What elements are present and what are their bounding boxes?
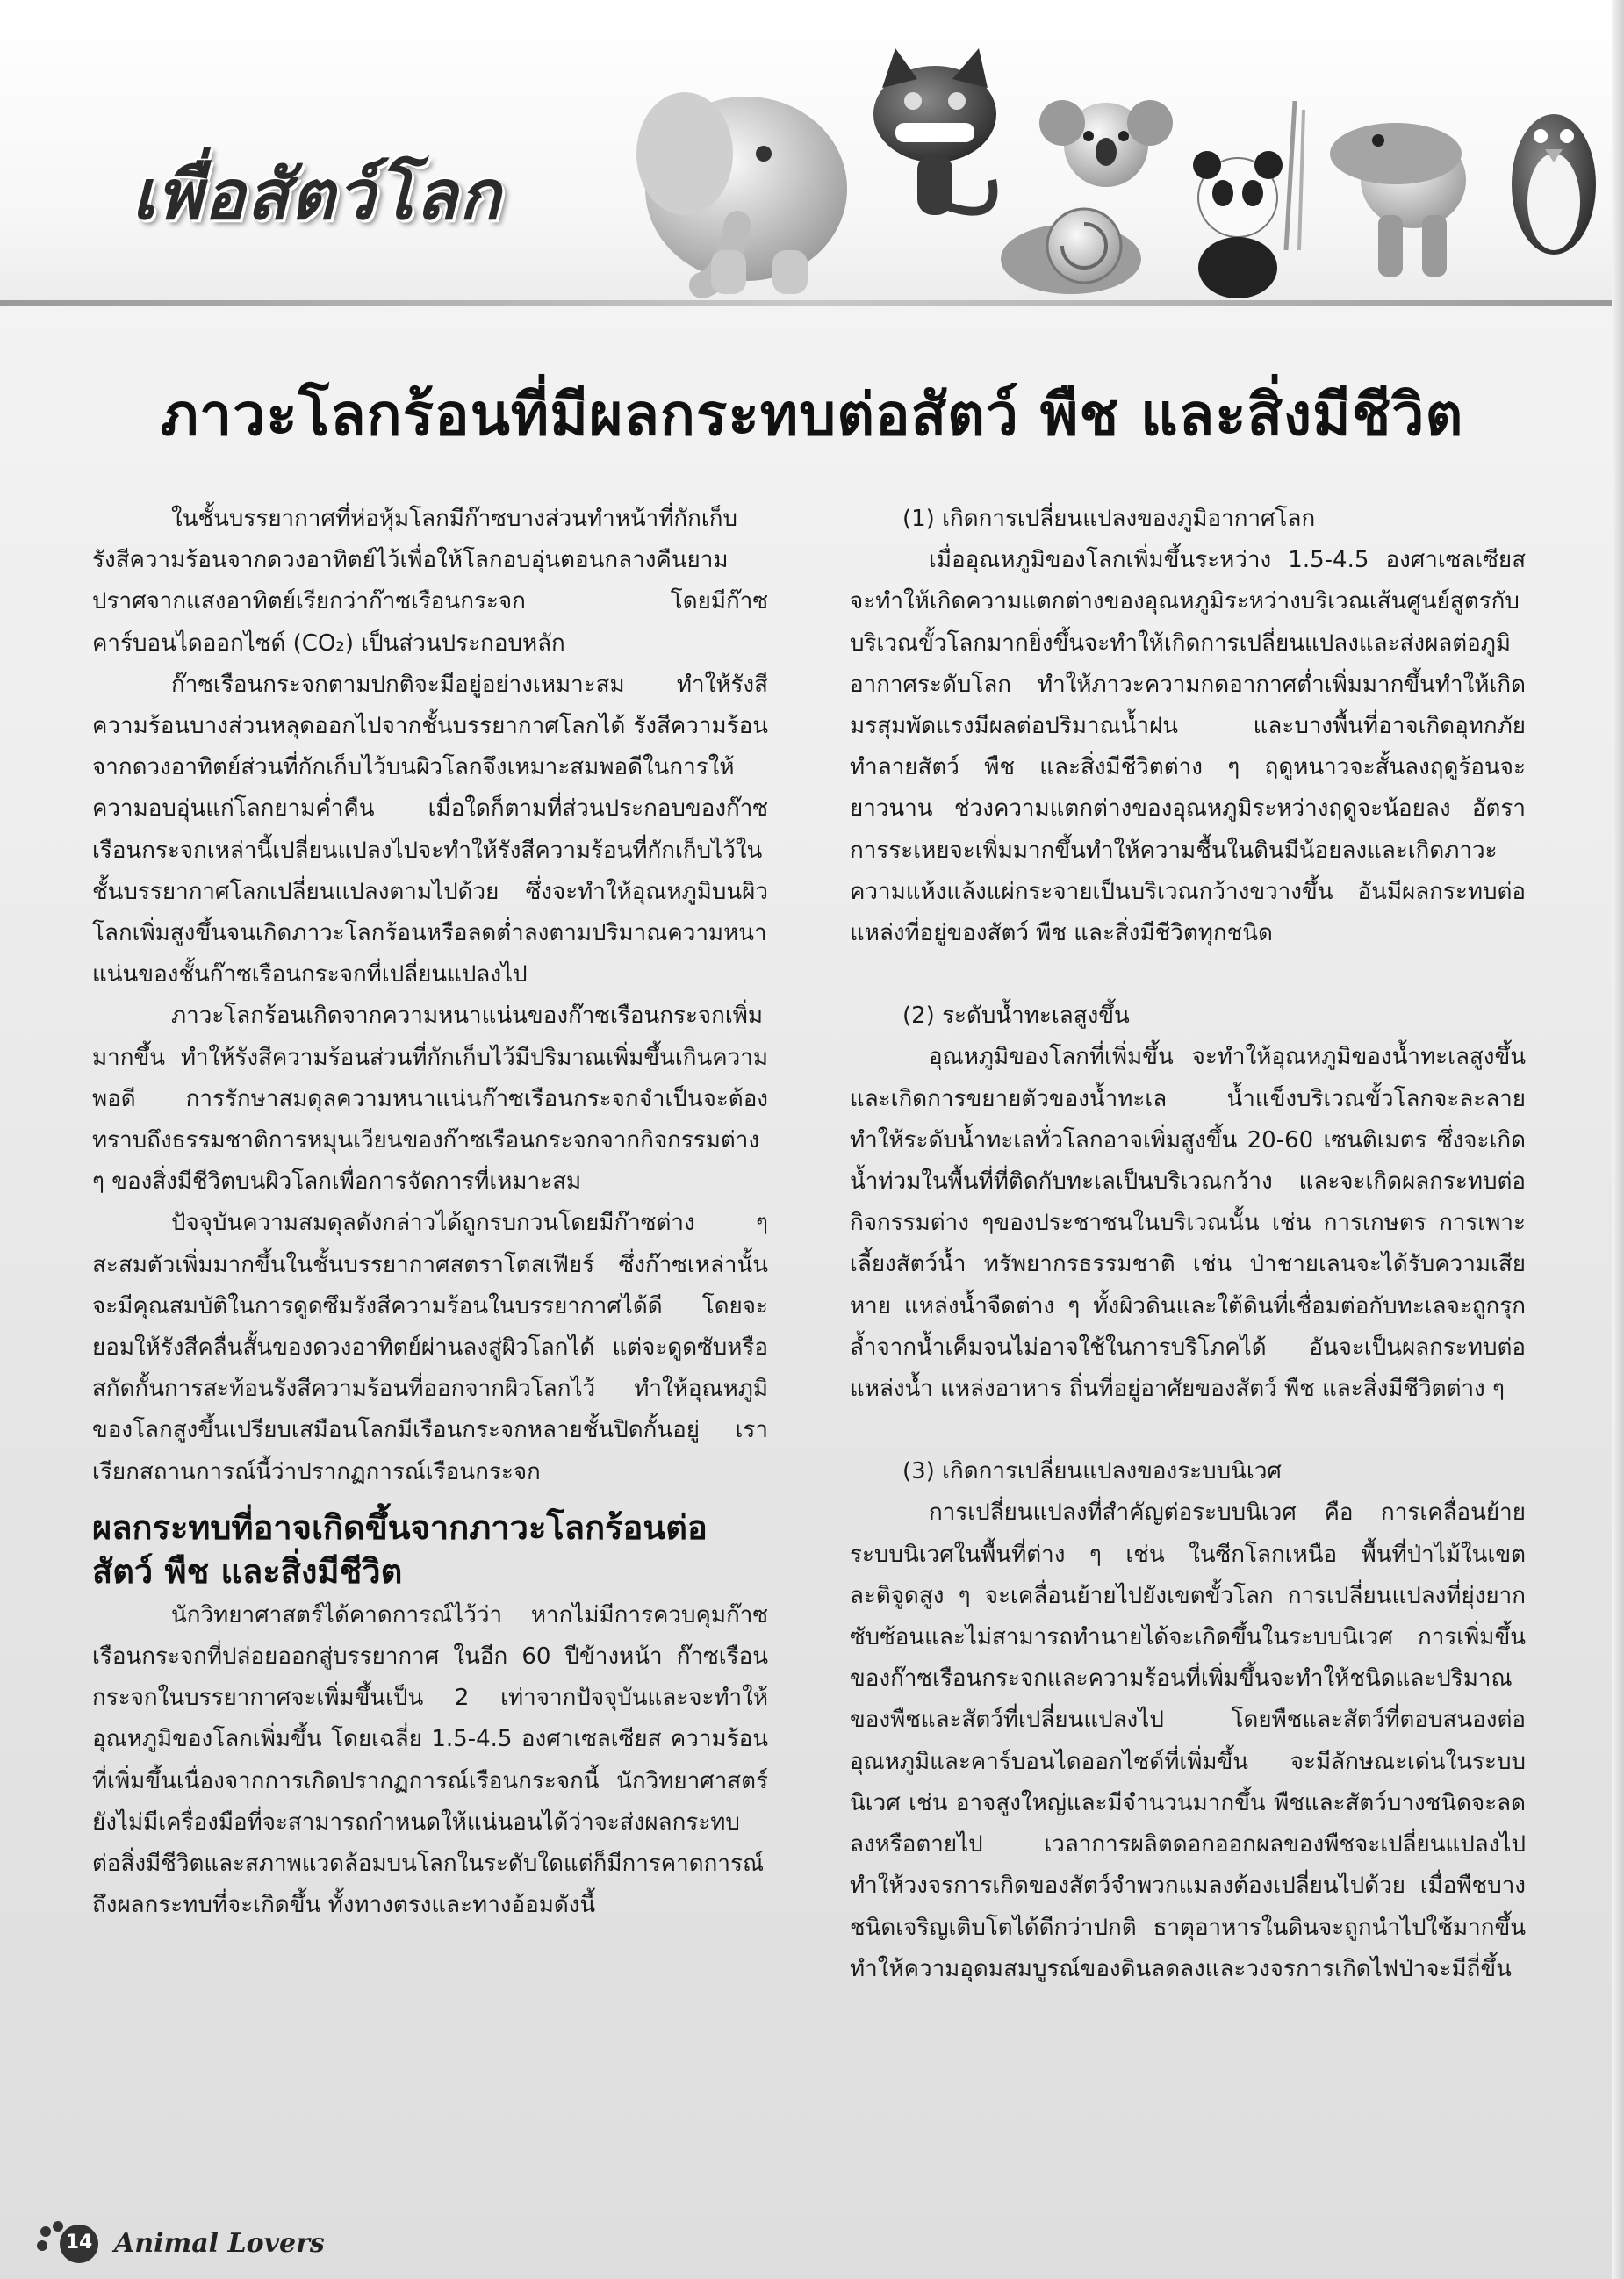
snail-icon [1001, 209, 1141, 294]
subsection-heading: (1) เกิดการเปลี่ยนแปลงของภูมิอากาศโลก [902, 506, 1316, 532]
header-divider [0, 300, 1624, 306]
left-column [92, 499, 768, 1927]
paragraph: นักวิทยาศาสตร์ได้คาดการณ์ไว้ว่า หากไม่มีการควบคุมก๊าซเรือนกระจกที่ปล่อยออกสู่บรรยากาศ ในอีก 60 ปีข้างหน้า ก๊าซเรือนกระจกในบรรยากาศจะเพิ่มขึ้นเป็น 2 เท่าจากปัจจุบันและจะทำให้อุณหภูมิของโลกเพิ่มขึ้น โดยเฉลี่ย 1.5-4.5 องศาเซลเซียส ความร้อนที่เพิ่มขึ้นเนื่องจากการเกิดปรากฏการณ์เรือนกระจกนี้ นักวิทยาศาสตร์ยังไม่มีเครื่องมือที่จะสามารถกำหนดให้แน่นอนได้ว่าจะส่งผลกระทบต่อสิ่งมีชีวิตและสภาพแวดล้อมบนโลกในระดับใดแต่ก็มีการคาดการณ์ถึงผลกระทบที่จะเกิดขึ้น ทั้งทางตรงและทางอ้อมดังนี้ [92, 1601, 768, 1919]
brand-name: Animal Lovers [114, 2228, 325, 2259]
page-spine-edge [1612, 0, 1624, 2279]
paragraph: ในชั้นบรรยากาศที่ห่อหุ้มโลกมีก๊าซบางส่วนทำหน้าที่กักเก็บรังสีความร้อนจากดวงอาทิตย์ไว้เพื่อให้โลกอบอุ่นตอนกลางคืนยามปราศจากแสงอาทิตย์เรียกว่าก๊าซเรือนกระจก โดยมีก๊าซคาร์บอนไดออกไซด์ (CO₂) เป็นส่วนประกอบหลัก [92, 506, 768, 657]
cat-icon [873, 48, 996, 215]
paragraph: การเปลี่ยนแปลงที่สำคัญต่อระบบนิเวศ คือ การเคลื่อนย้ายระบบนิเวศในพื้นที่ต่าง ๆ เช่น ในซีกโลกเหนือ พื้นที่ป่าไม้ในเขตละติจูดสูง ๆ จะเคลื่อนย้ายไปยังเขตขั้วโลก การเปลี่ยนแปลงที่ยุ่งยากซับซ้อนและไม่สามารถทำนายได้จะเกิดขึ้นในระบบนิเวศ การเพิ่มขึ้นของก๊าซเรือนกระจกและความร้อนที่เพิ่มขึ้นจะทำให้ชนิดและปริมาณของพืชและสัตว์ที่เปลี่ยนแปลงไป โดยพืชและสัตว์ที่ตอบสนองต่ออุณหภูมิและคาร์บอนไดออกไซด์ที่เพิ่มขึ้น จะมีลักษณะเด่นในระบบนิเวศ เช่น อาจสูงใหญ่และมีจำนวนมากขึ้น พืชและสัตว์บางชนิดจะลดลงหรือตายไป เวลาการผลิตดอกออกผลของพืชจะเปลี่ยนแปลงไป ทำให้วงจรการเกิดของสัตว์จำพวกแมลงต้องเปลี่ยนไปด้วย เมื่อพืชบางชนิดเจริญเติบโตได้ดีกว่าปกติ ธาตุอาหารในดินจะถูกนำไปใช้มากขึ้น ทำให้ความอุดมสมบูรณ์ของดินลดลงและวงจรการเกิดไฟป่าจะมีถี่ขึ้น [850, 1499, 1526, 1982]
paragraph: เมื่ออุณหภูมิของโลกเพิ่มขึ้นระหว่าง 1.5-4.5 องศาเซลเซียส จะทำให้เกิดความแตกต่างของอุณหภูมิระหว่างบริเวณเส้นศูนย์สูตรกับบริเวณขั้วโลกมากยิ่งขึ้นจะทำให้เกิดการเปลี่ยนแปลงและส่งผลต่อภูมิอากาศระดับโลก ทำให้ภาวะความกดอากาศต่ำเพิ่มมากขึ้นทำให้เกิดมรสุมพัดแรงมีผลต่อปริมาณน้ำฝน และบางพื้นที่อาจเกิดอุทกภัยทำลายสัตว์ พืช และสิ่งมีชีวิตต่าง ๆ ฤดูหนาวจะสั้นลงฤดูร้อนจะยาวนาน ช่วงความแตกต่างของอุณหภูมิระหว่างฤดูจะน้อยลง อัตราการระเหยจะเพิ่มมากขึ้นทำให้ความชื้นในดินมีน้อยลงและเกิดภาวะความแห้งแล้งแผ่กระจายเป็นบริเวณกว้างขวางขึ้น อันมีผลกระทบต่อแหล่งที่อยู่ของสัตว์ พืช และสิ่งมีชีวิตทุกชนิด [850, 547, 1526, 947]
article-title: ภาวะโลกร้อนที่มีผลกระทบต่อสัตว์ พืช และสิ่งมีชีวิต [160, 381, 1464, 449]
penguin-icon [1512, 114, 1596, 255]
subsection-heading: (3) เกิดการเปลี่ยนแปลงของระบบนิเวศ [902, 1458, 1282, 1485]
spacer [850, 954, 1526, 996]
panda-icon [1193, 101, 1304, 298]
right-column [850, 499, 1526, 1990]
section-title: เพื่อสัตว์โลก [132, 155, 502, 235]
paragraph: อุณหภูมิของโลกที่เพิ่มขึ้น จะทำให้อุณหภูมิของน้ำทะเลสูงขึ้นและเกิดการขยายตัวของน้ำทะเล น้ำแข็งบริเวณขั้วโลกจะละลายทำให้ระดับน้ำทะเลทั่วโลกอาจเพิ่มสูงขึ้น 20-60 เซนติเมตร ซึ่งจะเกิดน้ำท่วมในพื้นที่ที่ติดกับทะเลเป็นบริเวณกว้าง และจะเกิดผลกระทบต่อกิจกรรมต่าง ๆของประชาชนในบริเวณนั้น เช่น การเกษตร การเพาะเลี้ยงสัตว์น้ำ ทรัพยากรธรรมชาติ เช่น ป่าชายเลนจะได้รับความเสียหาย แหล่งน้ำจืดต่าง ๆ ทั้งผิวดินและใต้ดินที่เชื่อมต่อกับทะเลจะถูกรุกล้ำจากน้ำเค็มจนไม่อาจใช้ในการบริโภคได้ อันจะเป็นผลกระทบต่อแหล่งน้ำ แหล่งอาหาร ถิ่นที่อยู่อาศัยของสัตว์ พืช และสิ่งมีชีวิตต่าง ๆ [850, 1044, 1526, 1403]
subsection-heading: (2) ระดับน้ำทะเลสูงขึ้น [902, 1003, 1130, 1030]
paragraph: ภาวะโลกร้อนเกิดจากความหนาแน่นของก๊าซเรือนกระจกเพิ่มมากขึ้น ทำให้รังสีความร้อนส่วนที่กักเก็บไว้มีปริมาณเพิ่มขึ้นเกินความพอดี การรักษาสมดุลความหนาแน่นก๊าซเรือนกระจกจำเป็นจะต้องทราบถึงธรรมชาติการหมุนเวียนของก๊าซเรือนกระจกจากกิจกรรมต่าง ๆ ของสิ่งมีชีวิตบนผิวโลกเพื่อการจัดการที่เหมาะสม [92, 1003, 768, 1196]
cartoon-animals-illustration [632, 48, 1615, 303]
horse-icon [1330, 123, 1466, 277]
spacer [850, 1410, 1526, 1451]
paragraph: ก๊าซเรือนกระจกตามปกติจะมีอยู่อย่างเหมาะสม ทำให้รังสีความร้อนบางส่วนหลุดออกไปจากชั้นบรรยากาศโลกได้ รังสีความร้อนจากดวงอาทิตย์ส่วนที่กักเก็บไว้บนผิวโลกจึงเหมาะสมพอดีในการให้ความอบอุ่นแก่โลกยามค่ำคืน เมื่อใดก็ตามที่ส่วนประกอบของก๊าซเรือนกระจกเหล่านี้เปลี่ยนแปลงไปจะทำให้รังสีความร้อนที่กักเก็บไว้ในชั้นบรรยากาศโลกเปลี่ยนแปลงตามไปด้วย ซึ่งจะทำให้อุณหภูมิบนผิวโลกเพิ่มสูงขึ้นจนเกิดภาวะโลกร้อนหรือลดต่ำลงตามปริมาณความหนาแน่นของชั้นก๊าซเรือนกระจกที่เปลี่ยนแปลงไป [92, 671, 768, 989]
section-heading: ผลกระทบที่อาจเกิดขึ้นจากภาวะโลกร้อนต่อสัตว์ พืช และสิ่งมีชีวิต [92, 1507, 708, 1591]
paragraph: ปัจจุบันความสมดุลดังกล่าวได้ถูกรบกวนโดยมีก๊าซต่าง ๆ สะสมตัวเพิ่มมากขึ้นในชั้นบรรยากาศสตราโตสเฟียร์ ซึ่งก๊าซเหล่านั้นจะมีคุณสมบัติในการดูดซึมรังสีความร้อนในบรรยากาศได้ดี โดยจะยอมให้รังสีคลื่นสั้นของดวงอาทิตย์ผ่านลงสู่ผิวโลกได้ แต่จะดูดซับหรือสกัดกั้นการสะท้อนรังสีความร้อนที่ออกจากผิวโลกไว้ ทำให้อุณหภูมิของโลกสูงขึ้นเปรียบเสมือนโลกมีเรือนกระจกหลายชั้นปิดกั้นอยู่ เราเรียกสถานการณ์นี้ว่าปรากฏการณ์เรือนกระจก [92, 1210, 768, 1485]
page-number: 14 [65, 2232, 93, 2254]
koala-icon [1039, 100, 1173, 187]
elephant-icon [636, 92, 847, 294]
page-header [0, 0, 1624, 306]
